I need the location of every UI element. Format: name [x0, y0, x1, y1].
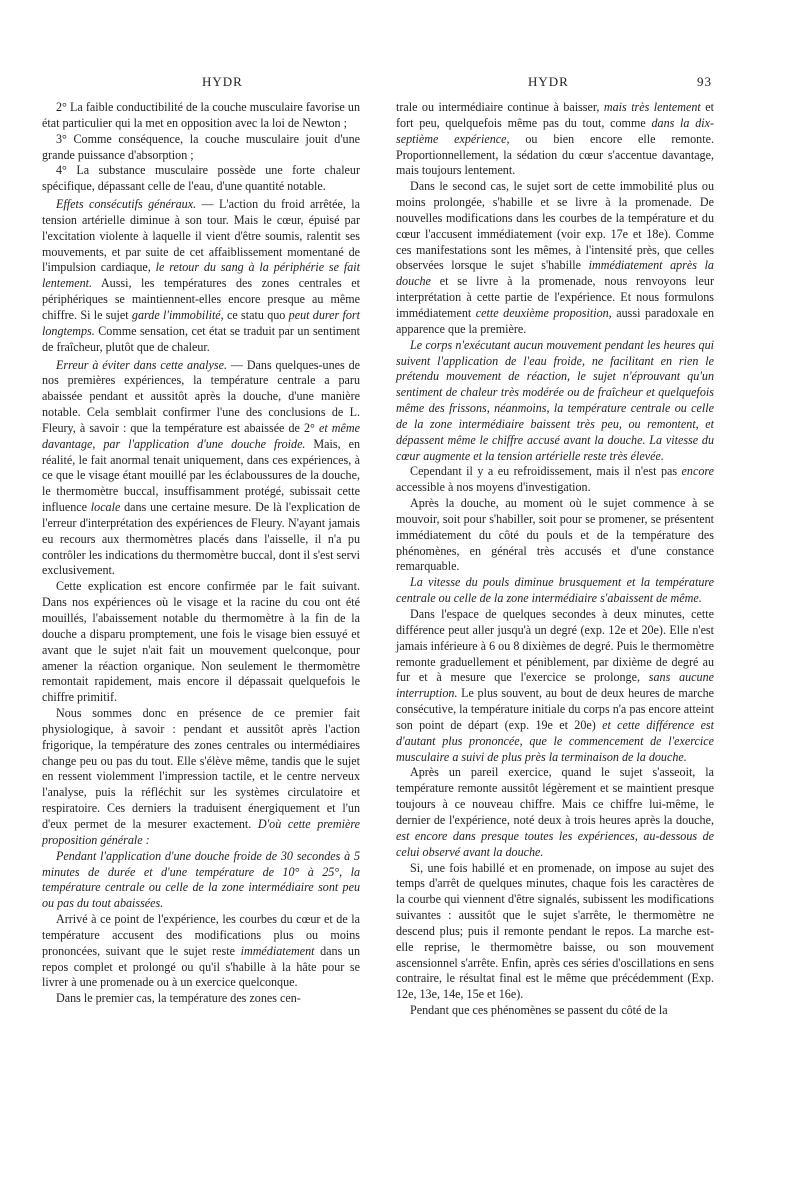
paragraph — [396, 607, 714, 765]
italic-text-run: Le corps n'exécutant aucun mouvement pendant les heures qui suivent l'application de l'eau froide, ne facilitant en rien le prétendu mouvement de réaction, le sujet n'éprouvant qu'un sentiment de chaleur très modérée ou de fraîcheur et quelquefois même des frissons, néanmoins, la température centrale ou celle de la zone intermédiaire baissent très peu, ou remontent, et dépassent même le chiffre accusé avant la douche. La vitesse du cœur augmente et la tension artérielle reste très élevée. — [396, 337, 714, 463]
text-run: Aussi, les températures des zones centrales et périphériques se maintiennent-elles encore presque au même chiffre. Si le sujet — [42, 276, 360, 322]
paragraph — [396, 496, 714, 575]
paragraph — [396, 179, 714, 337]
left-text-column — [42, 100, 360, 1007]
paragraph — [42, 991, 360, 1007]
text-run: Après un pareil exercice, quand le sujet s'asseoit, la température remonte aussitôt légèrement et se maintient presque toujours à ce nouveau chiffre. Mais ce chiffre lui-même, le dernier de l'expérience, noté deux à trois heures après la douche, — [396, 765, 714, 827]
text-run: Dans le second cas, le sujet sort de cette immobilité plus ou moins prolongée, s'habille et se livre à la promenade. De nouvelles modifications dans les courbes de la température et du cœur l'accusent immédiatement (voir exp. 17e et 18e). Comme ces manifestations sont les mêmes, à l'intensité près, que celles observées lorsque le sujet s'habille — [396, 179, 714, 273]
text-run: Comme sensation, cet état se traduit par un sentiment de fraîcheur, plutôt que de chaleur. — [42, 323, 360, 354]
text-run: Nous sommes donc en présence de ce premier fait physiologique, à savoir : pendant et aussitôt après l'action frigorique, la température des zones centrales ou intermédiaires change peu ou pas du tout. Elle s'élève même, tandis que le sujet en ressent violemment l'impression tactile, et le centre nerveux l'analyse, puis la réfléchit sur les systèmes circulatoire et respiratoire. Ces derniers la traduisent énergiquement et l'un d'eux permet de la mesurer exactement. — [42, 706, 360, 831]
italic-text-run: mais très lentement — [603, 100, 701, 114]
text-run: Cette explication est encore confirmée par le fait suivant. Dans nos expériences où le visage et la racine du cou ont été mouillés, l'abaissement notable du thermomètre à la fin de la douche a disparu promptement, une fois le visage bien essuyé et avant que le sujet n'ait fait un mouvement quelconque, pour amener la réaction organique. Non seulement le thermomètre remontait rapidement, mais encore il dépassait quelquefois le chiffre primitif. — [42, 579, 360, 705]
text-run: trale ou intermédiaire continue à baisser, — [396, 100, 604, 114]
paragraph — [42, 912, 360, 991]
italic-text-run: La vitesse du pouls diminue brusquement et la température centrale ou celle de la zone intermédiaire s'abaissent de même. — [396, 575, 714, 606]
italic-text-run: le retour du sang à la périphérie se fait lentement. — [42, 260, 360, 291]
text-run: accessible à nos moyens d'investigation. — [396, 480, 591, 495]
italic-text-run: cette deuxième proposition, — [475, 305, 612, 320]
text-run: 3° Comme conséquence, la couche musculaire jouit d'une grande puissance d'absorption ; — [42, 131, 360, 162]
paragraph — [396, 338, 714, 465]
paragraph — [42, 579, 360, 706]
text-run: et se livre à la promenade, nous renvoyons leur interprétation à cette partie de l'expérience. Et nous formulons immédiatement — [396, 274, 714, 320]
paragraph — [42, 358, 360, 580]
italic-text-run: et même davantage, par l'application d'une douche froide. — [42, 420, 360, 451]
right-text-column — [396, 100, 714, 1019]
text-run: 2° La faible conductibilité de la couche musculaire favorise un état particulier qui la met en opposition avec la loi de Newton ; — [42, 100, 360, 130]
text-run: ou bien encore elle remonte. Proportionnellement, la sédation du cœur s'accentue davantage, mais toujours lentement. — [396, 131, 714, 178]
text-run: Dans le premier cas, la température des zones cen- — [56, 991, 301, 1006]
paragraph — [42, 849, 360, 912]
paragraph — [396, 1003, 714, 1019]
italic-text-run: sans aucune interruption. — [396, 670, 714, 701]
text-run: Si, une fois habillé et en promenade, on impose au sujet des temps d'arrêt de quelques minutes, chaque fois les caractères de la courbe qui viennent d'être signalés, subissent les modifications suivantes : aussitôt que le sujet s'arrête, le thermomètre ne descend plus; puis il remonte pendant le repos. La marche est-elle reprise, le thermomètre baisse, ou son mouvement ascensionnel s'arrête. Enfin, après ces séries d'oscillations en sens contraire, le résultat final est le même que précédemment (Exp. 12e, 13e, 14e, 15e et 16e). — [396, 860, 714, 1002]
text-run: dans un repos complet et prolongé ou qu'il s'habille à la hâte pour se livrer à une promenade ou à un exercice quelconque. — [42, 943, 360, 990]
italic-text-run: locale — [90, 500, 121, 515]
text-run: — Dans quelques-unes de nos premières expériences, la température centrale a paru abaissée pendant et aussitôt après la douche, d'une manière notable. Cela semblait confirmer l'une des conclusions de L. Fleury, à savoir : que la température est abaissée de 2° — [42, 357, 360, 435]
text-run: Mais, en réalité, le fait anormal tenait uniquement, dans ces expériences, à ce que le visage étant mouillé par les éclaboussures de la douche, le thermomètre buccal, insuffisamment protégé, subissait cette influence — [42, 436, 360, 515]
text-run: 4° La substance musculaire possède une forte chaleur spécifique, dépassant celle de l'eau, d'une quantité notable. — [42, 163, 360, 194]
text-run: Cependant il y a eu refroidissement, mais il n'est pas — [410, 464, 682, 479]
running-head-left: HYDR — [202, 74, 243, 89]
italic-text-run: dans la dix-septième expérience, — [396, 115, 714, 146]
italic-text-run: garde l'immobilité, — [131, 307, 224, 322]
text-run: Pendant que ces phénomènes se passent du côté de la — [410, 1003, 668, 1018]
italic-text-run: Pendant l'application d'une douche froide de 30 secondes à 5 minutes de durée et d'une température de 10° à 25°, la température centrale ou celle de la zone intermédiaire sont peu ou pas du tout abaissées. — [42, 848, 360, 911]
text-run: dans une certaine mesure. De là l'explication de l'erreur d'interprétation des expériences de Fleury. N'ayant jamais eu recours aux thermomètres placés dans l'aisselle, il n'a pu contrôler les indications du thermomètre buccal, dont il s'est servi exclusivement. — [42, 500, 360, 578]
paragraph — [396, 861, 714, 1004]
italic-text-run: est encore dans presque toutes les expériences, au-dessous de celui observé avant la douche. — [396, 828, 714, 859]
italic-text-run: Effets consécutifs généraux. — [56, 197, 197, 212]
paragraph — [396, 100, 714, 179]
paragraph — [42, 706, 360, 849]
text-run: ce statu quo — [223, 307, 289, 322]
italic-text-run: et cette différence est d'autant plus prononcée, que le commencement de l'exercice musculaire a suivi de plus près la terminaison de la douche. — [396, 717, 714, 764]
text-run: Le plus souvent, au bout de deux heures de marche consécutive, la température initiale du corps n'a pas encore atteint son point de départ (exp. 19e et 20e) — [396, 686, 714, 732]
paragraph — [42, 163, 360, 195]
page-number: 93 — [697, 74, 712, 89]
text-run: Après la douche, au moment où le sujet commence à se mouvoir, soit pour s'habiller, soit pour se promener, se présentent immédiatement du côté du pouls et de la température des phénomènes, en général très accusés et d'une constance remarquable. — [396, 496, 714, 574]
paragraph — [42, 197, 360, 355]
paragraph — [42, 132, 360, 164]
text-run: Arrivé à ce point de l'expérience, les courbes du cœur et de la température accusent des modifications plus ou moins prononcées, suivant que le sujet reste — [42, 912, 360, 958]
italic-text-run: immédiatement — [240, 943, 315, 958]
italic-text-run: D'où cette première proposition générale : — [42, 816, 360, 847]
italic-text-run: peut durer fort longtemps. — [42, 307, 360, 338]
italic-text-run: encore — [681, 464, 714, 479]
paragraph — [396, 575, 714, 607]
text-run: aussi paradoxale en apparence que la première. — [396, 305, 715, 336]
text-run: — L'action du froid arrêtée, la tension artérielle diminue à son tour. Mais le cœur, épuisé par l'excitation violente à laquelle il vient d'être soumis, ralentit ses mouvements, et par suite de cet affaiblissement momentané de l'impulsion cardiaque, — [42, 197, 360, 275]
running-head-center: HYDR — [528, 74, 569, 89]
text-run: Dans l'espace de quelques secondes à deux minutes, cette différence peut aller jusqu'à un degré (exp. 12e et 20e). Elle n'est jamais inférieure à 6 ou 8 dixièmes de degré. Puis le thermomètre remonte graduellement et péniblement, par dixième de degré au fur et à mesure que l'exercice se prolonge, — [396, 607, 714, 685]
text-run: et fort peu, quelquefois même pas du tout, comme — [396, 100, 714, 130]
paragraph — [396, 765, 714, 860]
paragraph — [396, 464, 714, 496]
italic-text-run: Erreur à éviter dans cette analyse. — [56, 357, 227, 372]
paragraph — [42, 100, 360, 132]
italic-text-run: immédiatement après la douche — [396, 258, 714, 289]
